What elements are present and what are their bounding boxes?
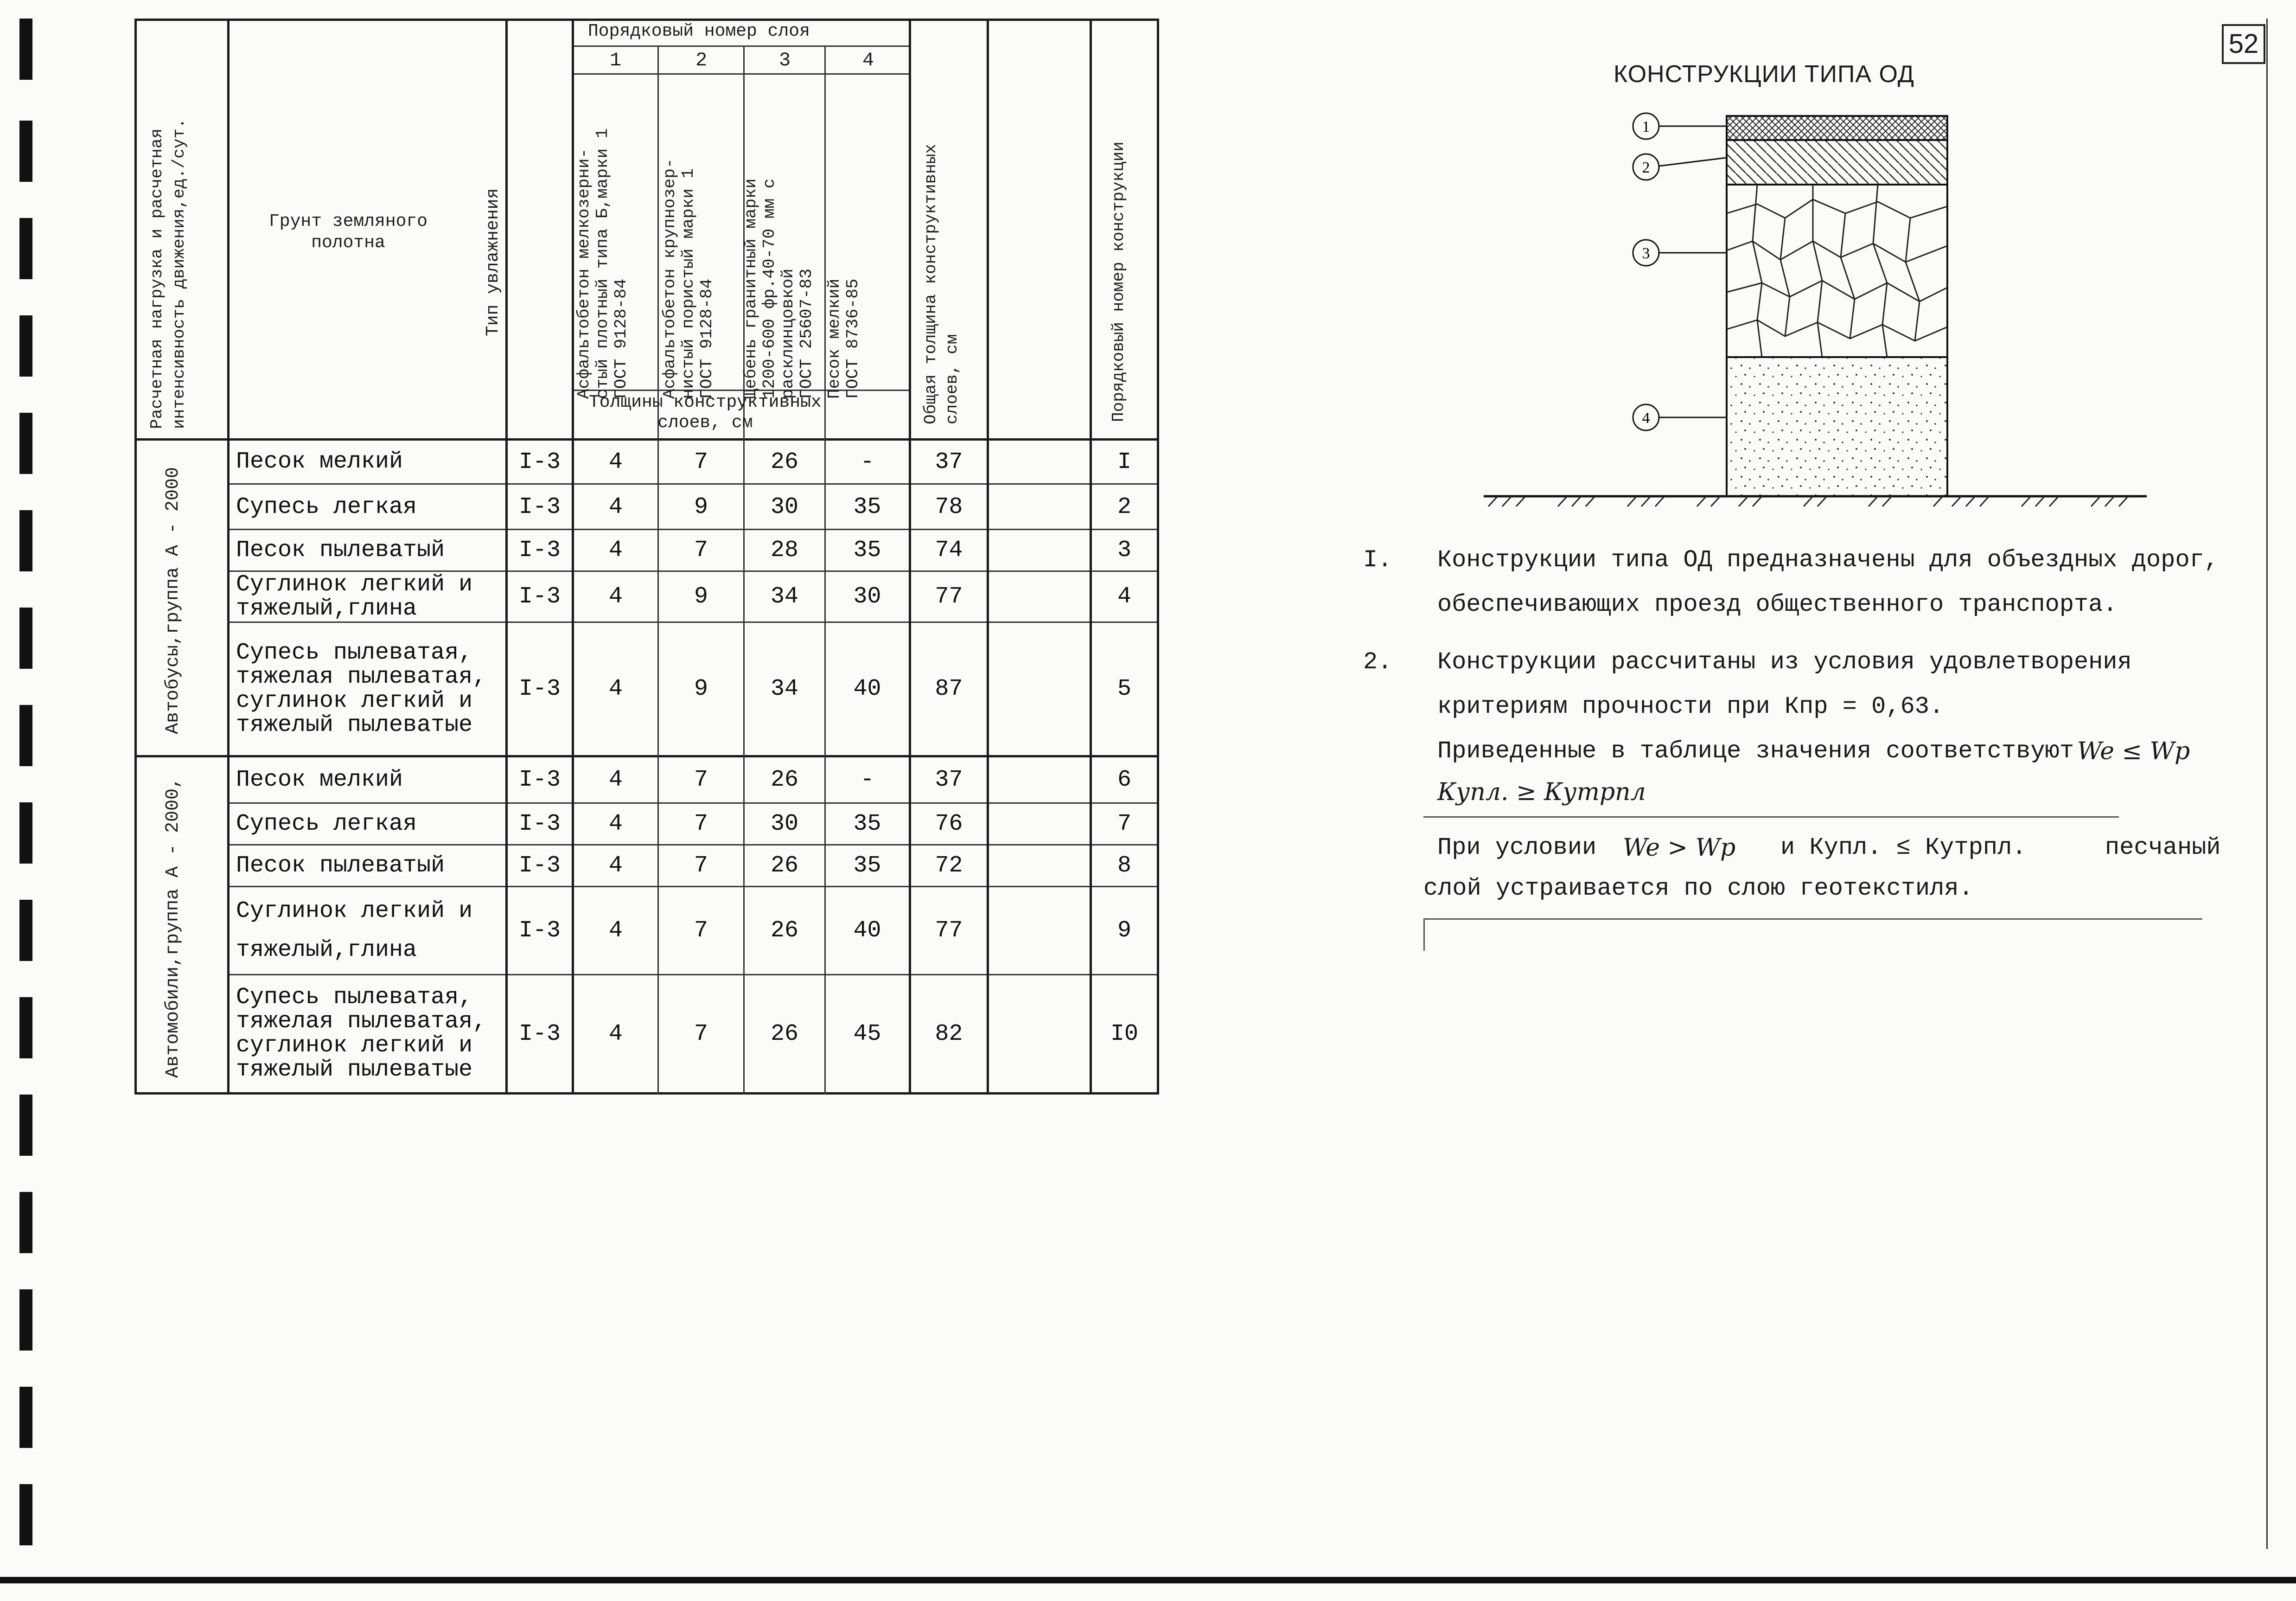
layer-cell: 4: [608, 767, 623, 793]
moisture-cell: I-3: [518, 537, 561, 564]
layer-cell: 9: [694, 494, 708, 520]
layer-cell: 4: [608, 494, 623, 520]
table-border: [134, 1092, 1159, 1095]
binding-mark: [19, 19, 32, 80]
moisture-cell: I-3: [518, 676, 561, 702]
binding-strip: [0, 0, 46, 1601]
binding-mark: [19, 1289, 32, 1351]
total-cell: 37: [935, 448, 963, 475]
note-number: I.: [1363, 546, 1392, 574]
moisture-cell: I-3: [518, 917, 561, 944]
layer-cell: 7: [694, 917, 708, 944]
binding-mark: [19, 121, 32, 182]
layer-1-rect: [1727, 116, 1947, 140]
construction-number-cell: 3: [1117, 537, 1131, 564]
total-cell: 77: [935, 917, 963, 944]
layer-2-rect: [1727, 140, 1947, 185]
table-border: [134, 19, 1159, 21]
layer-cell: -: [860, 448, 874, 475]
binding-mark: [19, 1095, 32, 1156]
binding-mark: [19, 1387, 32, 1448]
header-construction-number: Порядковый номер конструкции: [1109, 141, 1128, 422]
layer-label: 3: [1642, 245, 1650, 262]
soil-cell: Суглинок легкий и тяжелый,глина: [236, 571, 473, 622]
construction-number-cell: 9: [1117, 917, 1131, 944]
layer-cell: 28: [770, 537, 798, 564]
note-frame-line: [1423, 816, 2119, 818]
header-load: Расчетная нагрузка и расчетная интенсивность движения,ед./сут.: [147, 118, 189, 429]
table-rule: [572, 73, 909, 75]
soil-cell: Супесь легкая: [236, 493, 417, 520]
moisture-cell: I-3: [518, 583, 561, 610]
header-moisture-type: Тип увлажнения: [483, 188, 503, 336]
soil-cell: Песок пылеватый: [236, 537, 445, 564]
header-layer-4: Песок мелкий ГОСТ 8736-85: [825, 278, 862, 399]
soil-cell: Песок мелкий: [236, 448, 403, 475]
construction-number-cell: I: [1117, 448, 1131, 475]
total-cell: 78: [935, 494, 963, 520]
layer-cell: 26: [770, 1020, 798, 1047]
header-soil: Грунт земляного полотна: [269, 211, 428, 253]
header-layer-thickness: Толщины конструктивных слоев, см: [589, 392, 822, 433]
layer-number: 1: [610, 49, 622, 71]
construction-number-cell: 4: [1117, 583, 1131, 610]
note-1-line-2: обеспечивающих проезд общественного транспорта.: [1437, 591, 2117, 618]
layer-cell: 4: [608, 448, 623, 475]
layer-cell: 34: [770, 583, 798, 610]
layer-number: 2: [695, 49, 708, 71]
note-number: 2.: [1363, 648, 1392, 676]
construction-number-cell: I0: [1110, 1020, 1138, 1047]
table-border: [1157, 19, 1159, 1095]
binding-mark: [19, 705, 32, 766]
page-number: 52: [2222, 24, 2265, 64]
layer-cell: 7: [694, 767, 708, 793]
layer-cell: -: [860, 767, 874, 793]
layer-cell: 34: [770, 676, 798, 702]
layer-cell: 40: [853, 676, 881, 702]
layer-cell: 7: [694, 852, 708, 879]
layer-number: 4: [862, 49, 874, 71]
layer-label: 2: [1642, 159, 1650, 176]
soil-cell: Суглинок легкий и тяжелый,глина: [236, 897, 473, 963]
ground-hatch: [1488, 496, 2128, 506]
layer-4-rect: [1727, 357, 1947, 496]
soil-cell: Песок пылеватый: [236, 852, 445, 879]
layer-cell: 30: [770, 811, 798, 837]
binding-mark: [19, 900, 32, 961]
layer-cell: 26: [770, 852, 798, 879]
total-cell: 82: [935, 1020, 963, 1047]
note-2-formula-2: Купл. ≥ Кутрпл: [1437, 778, 1646, 806]
header-layer-3: Щебень гранитный марки 1200-600 фр.40-70 мм с расклинцовкой ГОСТ 25607-83: [741, 178, 816, 399]
layer-cell: 26: [770, 448, 798, 475]
group-label-buses: Автобусы,группа А - 2000: [163, 467, 184, 735]
construction-number-cell: 8: [1117, 852, 1131, 879]
total-cell: 87: [935, 676, 963, 702]
note-2-formula-1: We ≤ Wp: [2077, 737, 2190, 765]
layer-cell: 4: [608, 811, 623, 837]
moisture-cell: I-3: [518, 767, 561, 793]
layer-cell: 26: [770, 767, 798, 793]
note-2-line-3: Приведенные в таблице значения соответствуют: [1437, 737, 2074, 765]
bottom-rule: [0, 1577, 2296, 1583]
layer-cell: 35: [853, 852, 881, 879]
binding-mark: [19, 802, 32, 864]
moisture-cell: I-3: [518, 811, 561, 837]
layer-label: 4: [1642, 410, 1650, 427]
pavement-cross-section: [1461, 102, 2184, 519]
table-border: [134, 19, 137, 1095]
total-cell: 72: [935, 852, 963, 879]
total-cell: 77: [935, 583, 963, 610]
layer-label: 1: [1642, 118, 1650, 135]
layer-cell: 9: [694, 676, 708, 702]
table-rule: [572, 45, 909, 47]
layer-cell: 7: [694, 448, 708, 475]
moisture-cell: I-3: [518, 494, 561, 520]
construction-number-cell: 6: [1117, 767, 1131, 793]
diagram-title: КОНСТРУКЦИИ ТИПА ОД: [1614, 61, 1914, 88]
layer-cell: 45: [853, 1020, 881, 1047]
binding-mark: [19, 315, 32, 377]
moisture-cell: I-3: [518, 1020, 561, 1047]
layer-cell: 4: [608, 1020, 623, 1047]
binding-mark: [19, 218, 32, 279]
total-cell: 74: [935, 537, 963, 564]
header-layer-order: Порядковый номер слоя: [588, 21, 810, 41]
note-3-formula: We > Wp: [1623, 834, 1736, 862]
layer-cell: 4: [608, 917, 623, 944]
note-2-line-2: критериям прочности при Кпр = 0,63.: [1437, 693, 1944, 720]
header-layer-1: Асфальтобетон мелкозерни- стый плотный типа Б,марки 1 ГОСТ 9128-84: [574, 128, 631, 399]
binding-mark: [19, 413, 32, 474]
note-frame-line: [1423, 918, 2202, 920]
layer-cell: 26: [770, 917, 798, 944]
layer-cell: 30: [770, 494, 798, 520]
layer-cell: 35: [853, 811, 881, 837]
total-cell: 37: [935, 767, 963, 793]
soil-cell: Супесь легкая: [236, 810, 417, 837]
construction-number-cell: 7: [1117, 811, 1131, 837]
construction-number-cell: 2: [1117, 494, 1131, 520]
moisture-cell: I-3: [518, 448, 561, 475]
header-total-thickness: Общая толщина конструктивных слоев, см: [921, 144, 962, 424]
layer-cell: 4: [608, 583, 623, 610]
soil-cell: Песок мелкий: [236, 766, 403, 793]
construction-table: [134, 19, 1159, 1095]
soil-cell: Супесь пылеватая, тяжелая пылеватая, суглинок легкий и тяжелый пылеватые: [236, 984, 487, 1083]
table-rule: [227, 483, 1159, 485]
note-3-line-2: слой устраивается по слою геотекстиля.: [1423, 875, 1973, 902]
binding-mark: [19, 510, 32, 571]
layer-cell: 40: [853, 917, 881, 944]
group-label-cars: Автомобили,группа А - 2000,: [163, 777, 184, 1078]
total-cell: 76: [935, 811, 963, 837]
table-rule: [987, 19, 989, 1095]
note-3-condition: и Купл. ≤ Кутрпл.: [1780, 834, 2027, 861]
note-2-line-1: Конструкции рассчитаны из условия удовлетворения: [1437, 648, 2132, 676]
header-layer-2: Асфальтобетон крупнозер- нистый пористый марки 1 ГОСТ 9128-84: [660, 158, 716, 399]
layer-cell: 7: [694, 1020, 708, 1047]
layer-cell: 9: [694, 583, 708, 610]
binding-mark: [19, 1484, 32, 1545]
layer-cell: 35: [853, 494, 881, 520]
layer-cell: 7: [694, 537, 708, 564]
construction-number-cell: 5: [1117, 676, 1131, 702]
layer-cell: 35: [853, 537, 881, 564]
note-frame-line: [1423, 918, 1425, 951]
moisture-cell: I-3: [518, 852, 561, 879]
note-1-line-1: Конструкции типа ОД предназначены для объездных дорог,: [1437, 546, 2219, 574]
note-3-line-1: При условии: [1437, 834, 1597, 861]
binding-mark: [19, 997, 32, 1058]
layer-cell: 30: [853, 583, 881, 610]
layer-number: 3: [779, 49, 791, 71]
layer-cell: 7: [694, 811, 708, 837]
layer-cell: 4: [608, 852, 623, 879]
binding-mark: [19, 1192, 32, 1253]
binding-mark: [19, 608, 32, 669]
soil-cell: Супесь пылеватая, тяжелая пылеватая, суглинок легкий и тяжелый пылеватые: [236, 639, 487, 738]
layer-cell: 4: [608, 676, 623, 702]
layer-cell: 4: [608, 537, 623, 564]
note-3-end: песчаный: [2105, 834, 2221, 861]
